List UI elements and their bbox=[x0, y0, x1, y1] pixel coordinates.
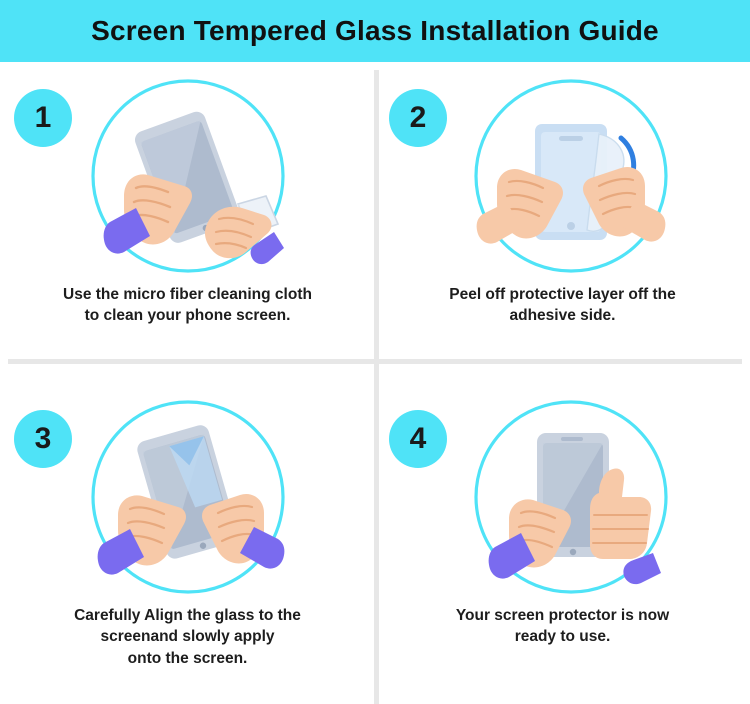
caption-line: Peel off protective layer off the bbox=[449, 286, 676, 303]
step-caption-1 bbox=[18, 284, 357, 327]
steps-grid bbox=[0, 62, 750, 704]
header-banner bbox=[0, 0, 750, 62]
step-number-badge-1 bbox=[14, 89, 72, 147]
caption-line: adhesive side. bbox=[509, 307, 616, 325]
step-card-3 bbox=[0, 383, 375, 704]
caption-line: Carefully Align the glass to the bbox=[74, 607, 301, 624]
caption-line: ready to use. bbox=[514, 628, 611, 646]
caption-line: Use the micro fiber cleaning cloth bbox=[63, 286, 312, 303]
caption-line: Your screen protector is now bbox=[455, 607, 670, 624]
phone-cleaning-cloth-icon bbox=[88, 76, 288, 276]
step-caption-2 bbox=[393, 284, 732, 327]
step-caption-4 bbox=[393, 605, 732, 648]
step-number-4: 4 bbox=[409, 422, 427, 455]
step-number-2: 2 bbox=[409, 101, 427, 134]
thumbs-up-phone-ready-icon bbox=[471, 397, 671, 597]
caption-line: onto the screen. bbox=[127, 649, 248, 667]
step-card-4 bbox=[375, 383, 750, 704]
step-card-2 bbox=[375, 62, 750, 383]
caption-line: to clean your phone screen. bbox=[84, 307, 291, 325]
peel-protective-layer-icon bbox=[471, 76, 671, 276]
step-number-badge-3 bbox=[14, 410, 72, 468]
step-number-1: 1 bbox=[34, 101, 52, 134]
step-number-3: 3 bbox=[34, 422, 52, 455]
page-title: Screen Tempered Glass Installation Guide bbox=[91, 15, 659, 46]
step-card-1 bbox=[0, 62, 375, 383]
caption-line: screenand slowly apply bbox=[100, 628, 275, 646]
step-number-badge-4 bbox=[389, 410, 447, 468]
step-number-badge-2 bbox=[389, 89, 447, 147]
step-caption-3 bbox=[18, 605, 357, 669]
align-glass-to-screen-icon bbox=[88, 397, 288, 597]
